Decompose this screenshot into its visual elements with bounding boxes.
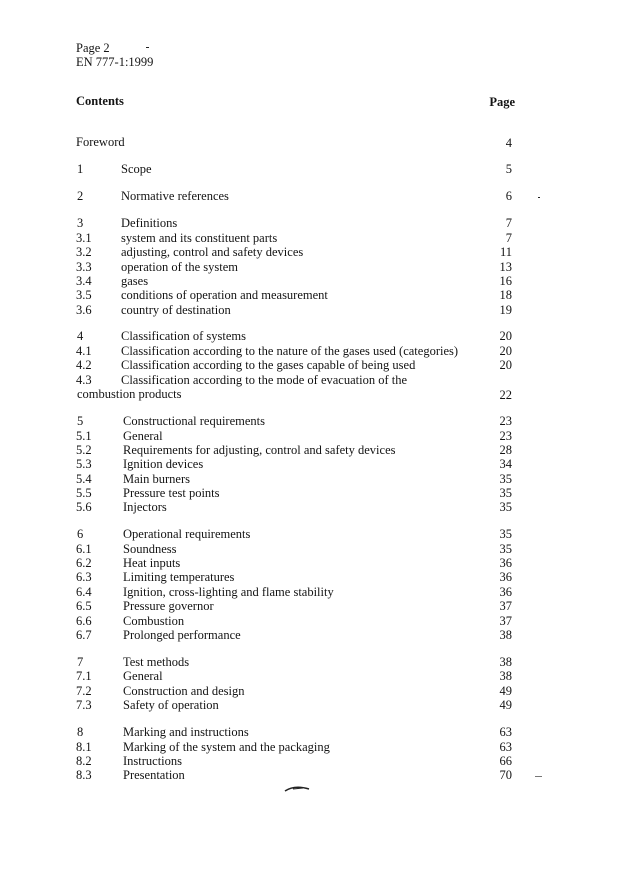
toc-entry-number: 7 bbox=[77, 655, 84, 669]
toc-entry-page: 66 bbox=[499, 754, 512, 768]
toc-entry-title: Test methods bbox=[123, 655, 190, 669]
toc-entry-page: 11 bbox=[499, 245, 512, 259]
toc-entry-page: 49 bbox=[499, 698, 512, 712]
toc-entry-number: 3.4 bbox=[76, 274, 92, 288]
toc-entry-title: Ignition devices bbox=[123, 457, 204, 471]
toc-entry-page: 36 bbox=[499, 556, 512, 570]
toc-entry-title: General bbox=[123, 669, 163, 683]
toc-entry-title: Soundness bbox=[123, 542, 177, 556]
toc-entry-number: 7.3 bbox=[76, 698, 92, 712]
toc-entry-number: 2 bbox=[77, 189, 84, 203]
toc-entry-page: 18 bbox=[499, 288, 512, 302]
toc-entry-title: Prolonged performance bbox=[123, 628, 241, 642]
scan-speck bbox=[535, 776, 542, 777]
toc-entry-page: 22 bbox=[499, 388, 512, 402]
toc-entry-number: 3.6 bbox=[76, 303, 92, 317]
toc-entry-title: Marking of the system and the packaging bbox=[123, 740, 330, 754]
toc-entry-number: 5.3 bbox=[76, 457, 92, 471]
toc-entry-page: 20 bbox=[499, 329, 512, 343]
toc-entry-title: Classification according to the nature of the gases used (categories) bbox=[121, 344, 459, 358]
toc-entry-number: 6.6 bbox=[76, 614, 92, 628]
toc-entry-number: 6.7 bbox=[76, 628, 92, 642]
toc-entry-page: 19 bbox=[499, 303, 512, 317]
toc-entry-title: Requirements for adjusting, control and safety devices bbox=[123, 443, 396, 457]
standard-number: EN 777-1:1999 bbox=[76, 55, 154, 69]
toc-entry-page: 37 bbox=[499, 599, 512, 613]
toc-entry-page: 23 bbox=[499, 429, 512, 443]
toc-foreword-title: Foreword bbox=[76, 135, 125, 149]
toc-entry-number: 8.2 bbox=[76, 754, 92, 768]
scan-mark bbox=[283, 785, 311, 793]
toc-entry-page: 63 bbox=[499, 725, 512, 739]
toc-entry-title: Classification of systems bbox=[121, 329, 246, 343]
toc-entry-number: 4.1 bbox=[76, 344, 92, 358]
toc-entry-page: 63 bbox=[499, 740, 512, 754]
toc-entry-page: 7 bbox=[505, 231, 512, 245]
toc-entry-number: 8.3 bbox=[76, 768, 92, 782]
contents-heading: Contents bbox=[76, 94, 124, 108]
toc-entry-number: 6.1 bbox=[76, 542, 92, 556]
toc-entry-title: Safety of operation bbox=[123, 698, 219, 712]
toc-entry-number: 3 bbox=[77, 216, 84, 230]
toc-entry-number: 7.1 bbox=[76, 669, 92, 683]
toc-entry-number: 8 bbox=[77, 725, 84, 739]
toc-entry-page: 16 bbox=[499, 274, 512, 288]
toc-entry-number: 6.3 bbox=[76, 570, 92, 584]
toc-entry-number: 4.2 bbox=[76, 358, 92, 372]
toc-entry-page: 35 bbox=[499, 486, 512, 500]
toc-entry-page: 38 bbox=[499, 655, 512, 669]
toc-entry-page: 20 bbox=[499, 344, 512, 358]
toc-entry-page: 35 bbox=[499, 472, 512, 486]
toc-entry-number: 5.5 bbox=[76, 486, 92, 500]
toc-entry-title: conditions of operation and measurement bbox=[121, 288, 328, 302]
toc-entry-number: 5.2 bbox=[76, 443, 92, 457]
toc-entry-number: 1 bbox=[77, 162, 84, 176]
toc-entry-number: 3.3 bbox=[76, 260, 92, 274]
toc-entry-title: Main burners bbox=[123, 472, 190, 486]
toc-entry-title: Instructions bbox=[123, 754, 183, 768]
toc-foreword-page: 4 bbox=[505, 136, 512, 150]
toc-entry-title: gases bbox=[121, 274, 149, 288]
toc-entry-title: system and its constituent parts bbox=[121, 231, 278, 245]
toc-entry-page: 28 bbox=[499, 443, 512, 457]
toc-entry-title: operation of the system bbox=[121, 260, 238, 274]
toc-entry-number: 5 bbox=[77, 414, 84, 428]
toc-entry-title: Constructional requirements bbox=[123, 414, 265, 428]
toc-entry-page: 35 bbox=[499, 527, 512, 541]
toc-entry-title: General bbox=[123, 429, 163, 443]
toc-entry-page: 49 bbox=[499, 684, 512, 698]
toc-entry-title: country of destination bbox=[121, 303, 231, 317]
scan-speck bbox=[538, 197, 540, 198]
toc-entry-number: 3.1 bbox=[76, 231, 92, 245]
toc-entry-page: 37 bbox=[499, 614, 512, 628]
toc-entry-number: 8.1 bbox=[76, 740, 92, 754]
toc-entry-page: 34 bbox=[499, 457, 512, 471]
toc-entry-page: 20 bbox=[499, 358, 512, 372]
toc-entry-title: Scope bbox=[121, 162, 152, 176]
toc-entry-title: adjusting, control and safety devices bbox=[121, 245, 304, 259]
toc-entry-title: Limiting temperatures bbox=[123, 570, 235, 584]
toc-entry-page: 6 bbox=[505, 189, 512, 203]
toc-entry-number: 5.4 bbox=[76, 472, 92, 486]
toc-entry-title: Combustion bbox=[123, 614, 185, 628]
toc-entry-page: 35 bbox=[499, 500, 512, 514]
scan-speck bbox=[146, 47, 149, 48]
toc-entry-page: 23 bbox=[499, 414, 512, 428]
page-column-heading: Page bbox=[489, 95, 515, 109]
toc-entry-number: 7.2 bbox=[76, 684, 92, 698]
toc-entry-number: 5.6 bbox=[76, 500, 92, 514]
toc-entry-title: Construction and design bbox=[123, 684, 245, 698]
toc-entry-title: Pressure governor bbox=[123, 599, 214, 613]
toc-entry-page: 70 bbox=[499, 768, 512, 782]
toc-entry-page: 13 bbox=[499, 260, 512, 274]
toc-entry-page: 7 bbox=[505, 216, 512, 230]
toc-entry-title: Classification according to the gases capable of being used bbox=[121, 358, 416, 372]
toc-entry-number: 6 bbox=[77, 527, 84, 541]
toc-entry-number: 3.2 bbox=[76, 245, 92, 259]
page-number: Page 2 bbox=[76, 41, 110, 55]
toc-entry-page: 5 bbox=[505, 162, 512, 176]
toc-entry-title: Marking and instructions bbox=[123, 725, 249, 739]
toc-entry-title: Heat inputs bbox=[123, 556, 181, 570]
toc-entry-title: Normative references bbox=[121, 189, 229, 203]
toc-entry-title: Injectors bbox=[123, 500, 167, 514]
toc-entry-title: Ignition, cross-lighting and flame stability bbox=[123, 585, 334, 599]
toc-entry-page: 36 bbox=[499, 570, 512, 584]
toc-entry-number: 6.2 bbox=[76, 556, 92, 570]
toc-entry-title-continued: combustion products bbox=[77, 387, 182, 401]
toc-entry-title: Operational requirements bbox=[123, 527, 251, 541]
toc-entry-number: 3.5 bbox=[76, 288, 92, 302]
toc-entry-number: 6.5 bbox=[76, 599, 92, 613]
toc-entry-title: Pressure test points bbox=[123, 486, 220, 500]
toc-entry-page: 38 bbox=[499, 669, 512, 683]
toc-entry-number: 5.1 bbox=[76, 429, 92, 443]
toc-entry-page: 38 bbox=[499, 628, 512, 642]
toc-entry-number: 4 bbox=[77, 329, 84, 343]
toc-entry-number: 4.3 bbox=[76, 373, 92, 387]
toc-entry-title: Classification according to the mode of evacuation of the bbox=[121, 373, 408, 387]
toc-entry-page: 35 bbox=[499, 542, 512, 556]
toc-entry-title: Presentation bbox=[123, 768, 185, 782]
toc-entry-number: 6.4 bbox=[76, 585, 92, 599]
toc-entry-title: Definitions bbox=[121, 216, 178, 230]
toc-entry-page: 36 bbox=[499, 585, 512, 599]
